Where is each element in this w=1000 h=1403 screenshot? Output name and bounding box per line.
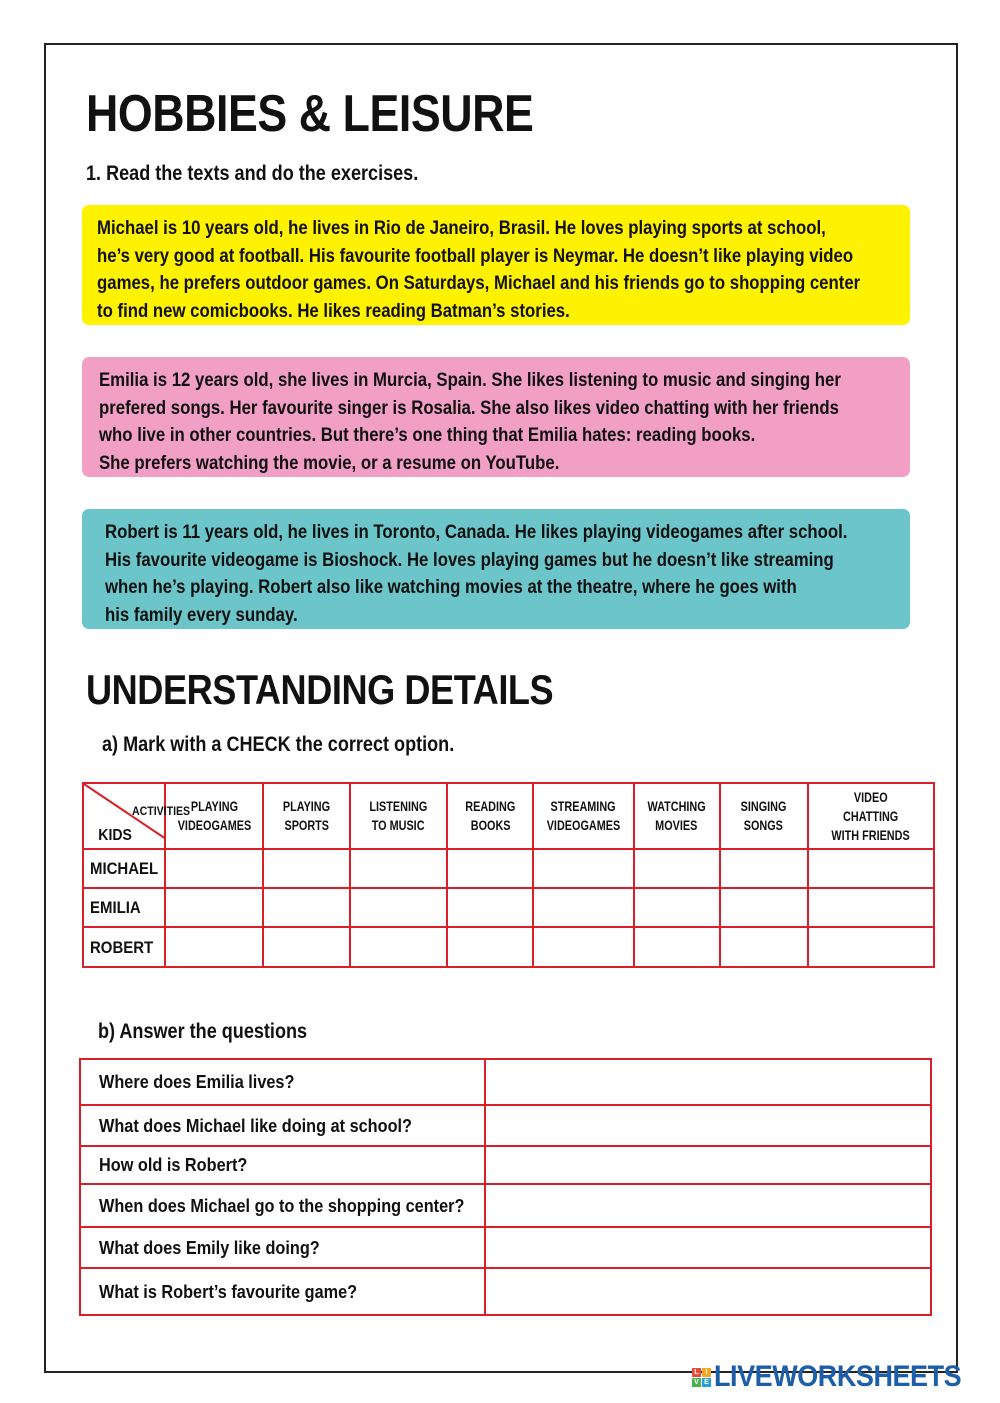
- logo-wordmark: LIVEWORKSHEETS: [714, 1360, 962, 1393]
- logo-block: L: [692, 1368, 701, 1377]
- text-line: prefered songs. Her favourite singer is Rosalia. She also likes video chatting with her friends: [99, 396, 839, 419]
- text-line: he’s very good at football. His favourite football player is Neymar. He doesn’t like playing video: [97, 244, 854, 267]
- check-cell[interactable]: [447, 888, 533, 927]
- check-cell[interactable]: [350, 849, 447, 888]
- part-b-instruction: b) Answer the questions: [98, 1020, 308, 1043]
- question-text: What does Emily like doing?: [80, 1227, 485, 1268]
- check-cell[interactable]: [720, 849, 808, 888]
- answer-field[interactable]: [485, 1105, 931, 1146]
- answer-field[interactable]: [485, 1184, 931, 1227]
- check-cell[interactable]: [720, 927, 808, 967]
- corner-activities-label: ACTIVITIES: [132, 804, 191, 818]
- check-cell[interactable]: [263, 927, 350, 967]
- text-line: Robert is 11 years old, he lives in Toronto, Canada. He likes playing videogames after school.: [105, 521, 848, 543]
- section-title: UNDERSTANDING DETAILS: [86, 666, 554, 713]
- answer-field[interactable]: [485, 1227, 931, 1268]
- text-line: when he’s playing. Robert also like watching movies at the theatre, where he goes with: [105, 576, 797, 598]
- activity-header: PLAYING VIDEOGAMES: [165, 783, 263, 849]
- check-cell[interactable]: [634, 888, 720, 927]
- activity-header: VIDEO CHATTING WITH FRIENDS: [808, 783, 934, 849]
- text-line: who live in other countries. But there’s one thing that Emilia hates: reading books.: [99, 424, 756, 446]
- activity-header: WATCHING MOVIES: [634, 783, 720, 849]
- question-text: Where does Emilia lives?: [80, 1059, 485, 1105]
- check-cell[interactable]: [808, 927, 934, 967]
- check-cell[interactable]: [533, 927, 634, 967]
- table-row: [80, 1268, 931, 1315]
- logo-block: I: [702, 1368, 711, 1377]
- check-cell[interactable]: [808, 888, 934, 927]
- liveworksheets-logo[interactable]: [692, 1362, 989, 1392]
- table-row: [80, 1146, 931, 1184]
- check-cell[interactable]: [634, 927, 720, 967]
- check-cell[interactable]: [165, 849, 263, 888]
- text-box-michael: [82, 205, 910, 325]
- check-cell[interactable]: [165, 927, 263, 967]
- page-title: HOBBIES & LEISURE: [86, 85, 534, 143]
- activity-header: SINGING SONGS: [720, 783, 808, 849]
- check-cell[interactable]: [634, 849, 720, 888]
- activity-header: STREAMING VIDEOGAMES: [533, 783, 634, 849]
- question-text: What does Michael like doing at school?: [80, 1105, 485, 1146]
- check-cell[interactable]: [350, 927, 447, 967]
- reading-instruction: 1. Read the texts and do the exercises.: [86, 162, 419, 185]
- table-row: [80, 1059, 931, 1105]
- check-cell[interactable]: [263, 888, 350, 927]
- kid-name: ROBERT: [83, 927, 165, 967]
- text-line: She prefers watching the movie, or a resume on YouTube.: [99, 451, 560, 474]
- text-line: Michael is 10 years old, he lives in Rio de Janeiro, Brasil. He loves playing sports at school,: [97, 217, 826, 239]
- table-row: [80, 1227, 931, 1268]
- text-box-emilia: [82, 357, 910, 477]
- corner-cell: [83, 783, 191, 849]
- table-row: [80, 1184, 931, 1227]
- question-text: When does Michael go to the shopping center?: [80, 1184, 485, 1227]
- text-line: games, he prefers outdoor games. On Saturdays, Michael and his friends go to shopping center: [97, 272, 861, 294]
- table-row: [83, 849, 934, 888]
- table-row: [80, 1105, 931, 1146]
- answer-field[interactable]: [485, 1268, 931, 1315]
- check-cell[interactable]: [350, 888, 447, 927]
- check-cell[interactable]: [263, 849, 350, 888]
- question-text: What is Robert’s favourite game?: [80, 1268, 485, 1315]
- answer-field[interactable]: [485, 1146, 931, 1184]
- corner-kids-label: KIDS: [98, 827, 132, 844]
- table-row: [83, 927, 934, 967]
- check-cell[interactable]: [720, 888, 808, 927]
- check-cell[interactable]: [808, 849, 934, 888]
- kid-name: MICHAEL: [83, 849, 165, 888]
- question-text: How old is Robert?: [80, 1146, 485, 1184]
- activity-header: READING BOOKS: [447, 783, 533, 849]
- logo-block: E: [702, 1378, 711, 1387]
- logo-blocks-icon: [692, 1368, 711, 1387]
- check-cell[interactable]: [447, 927, 533, 967]
- text-line: His favourite videogame is Bioshock. He loves playing games but he doesn’t like streaming: [105, 548, 834, 571]
- table-row: [83, 888, 934, 927]
- text-line: Emilia is 12 years old, she lives in Murcia, Spain. She likes listening to music and singing her: [99, 369, 841, 391]
- questions-table: [79, 1058, 932, 1316]
- activity-header: LISTENING TO MUSIC: [350, 783, 447, 849]
- check-cell[interactable]: [165, 888, 263, 927]
- check-cell[interactable]: [533, 849, 634, 888]
- kid-name: EMILIA: [83, 888, 165, 927]
- check-table: [82, 782, 935, 968]
- answer-field[interactable]: [485, 1059, 931, 1105]
- text-line: to find new comicbooks. He likes reading Batman’s stories.: [97, 299, 570, 322]
- text-box-robert: [82, 509, 910, 629]
- logo-block: V: [692, 1378, 701, 1387]
- check-cell[interactable]: [533, 888, 634, 927]
- check-cell[interactable]: [447, 849, 533, 888]
- part-a-instruction: a) Mark with a CHECK the correct option.: [102, 733, 455, 756]
- activity-header: PLAYING SPORTS: [263, 783, 350, 849]
- text-line: his family every sunday.: [105, 603, 298, 626]
